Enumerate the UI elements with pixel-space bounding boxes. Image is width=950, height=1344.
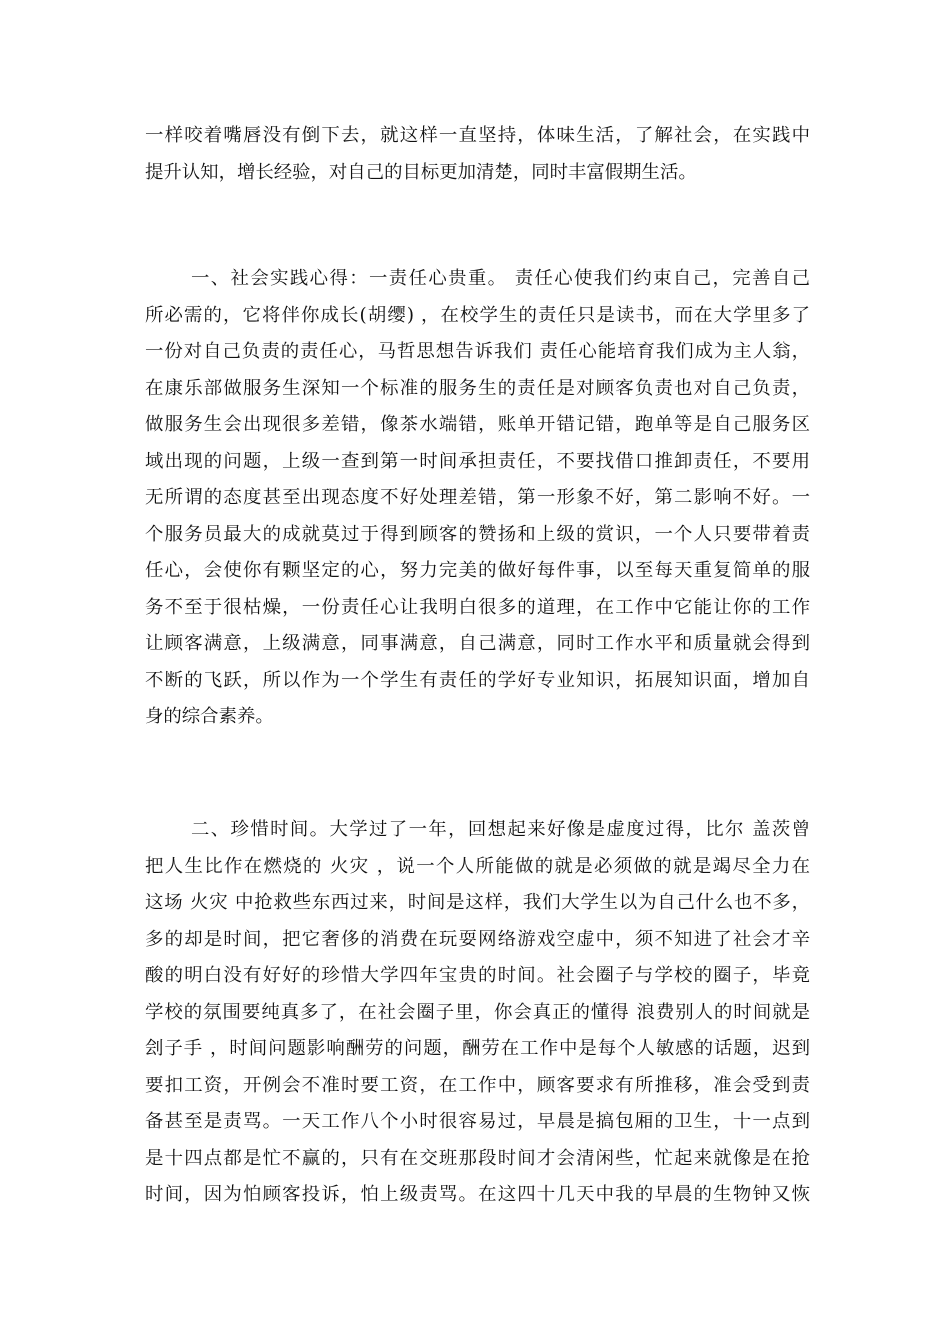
text-line: 做服务生会出现很多差错，像茶水端错，账单开错记错，跑单等是自己服务区 (145, 414, 810, 435)
text-line: 要扣工资，开例会不准时要工资，在工作中，顾客要求有所推移，准会受到责 (145, 1074, 810, 1096)
section-heading-line: 一、社会实践心得：一责任心贵重。 责任心使我们约束自己，完善自己 (191, 268, 810, 289)
text-line: 任心，会使你有颗坚定的心，努力完美的做好每件事，以至每天重复简单的服 (145, 560, 810, 581)
text-line: 域出现的问题，上级一查到第一时间承担责任，不要找借口推卸责任，不要用 (145, 450, 810, 472)
text-line: 不断的飞跃，所以作为一个学生有责任的学好专业知识，拓展知识面，增加自 (145, 669, 810, 691)
text-line: 身的综合素养。 (145, 706, 274, 727)
text-line: 一份对自己负责的责任心，马哲思想告诉我们 责任心能培育我们成为主人翁， (145, 341, 810, 362)
text-line: 无所谓的态度甚至出现态度不好处理差错，第一形象不好，第二影响不好。一 (145, 487, 810, 508)
text-line: 个服务员最大的成就莫过于得到顾客的赞扬和上级的赏识，一个人只要带着责 (145, 523, 810, 545)
text-line: 备甚至是责骂。一天工作八个小时很容易过，早晨是搞包厢的卫生，十一点到 (145, 1111, 810, 1132)
text-line: 让顾客满意，上级满意，同事满意，自己满意，同时工作水平和质量就会得到 (145, 633, 810, 654)
text-line: 酸的明白没有好好的珍惜大学四年宝贵的时间。社会圈子与学校的圈子，毕竟 (145, 965, 810, 986)
text-line: 一样咬着嘴唇没有倒下去，就这样一直坚持，体味生活，了解社会，在实践中 (145, 125, 810, 146)
paragraph-continuation (145, 118, 810, 191)
paragraph-responsibility (145, 261, 810, 736)
text-line: 所必需的，它将伴你成长(胡缨) ，在校学生的责任只是读书，而在大学里多了 (145, 304, 810, 326)
text-line: 在康乐部做服务生深知一个标准的服务生的责任是对顾客负责也对自己负责， (145, 377, 810, 399)
text-line: 刽子手 ，时间问题影响酬劳的问题，酬劳在工作中是每个人敏感的话题，迟到 (145, 1038, 810, 1059)
text-line: 务不至于很枯燥，一份责任心让我明白很多的道理，在工作中它能让你的工作 (145, 596, 810, 618)
text-line: 时间，因为怕顾客投诉，怕上级责骂。在这四十几天中我的早晨的生物钟又恢 (145, 1184, 810, 1205)
text-line: 这场 火灾 中抢救些东西过来，时间是这样，我们大学生以为自己什么也不多， (145, 892, 810, 913)
section-heading-line: 二、珍惜时间。大学过了一年，回想起来好像是虚度过得，比尔 盖茨曾 (191, 819, 810, 840)
paragraph-cherish-time (145, 812, 810, 1214)
text-line: 提升认知，增长经验，对自己的目标更加清楚，同时丰富假期生活。 (145, 161, 697, 183)
text-line: 是十四点都是忙不赢的，只有在交班那段时间才会清闲些，忙起来就像是在抢 (145, 1147, 810, 1169)
text-line: 学校的氛围要纯真多了，在社会圈子里，你会真正的懂得 浪费别人的时间就是 (145, 1001, 810, 1023)
text-line: 多的却是时间，把它奢侈的消费在玩耍网络游戏空虚中，须不知进了社会才辛 (145, 928, 810, 950)
text-line: 把人生比作在燃烧的 火灾 ，说一个人所能做的就是必须做的就是竭尽全力在 (145, 855, 810, 877)
